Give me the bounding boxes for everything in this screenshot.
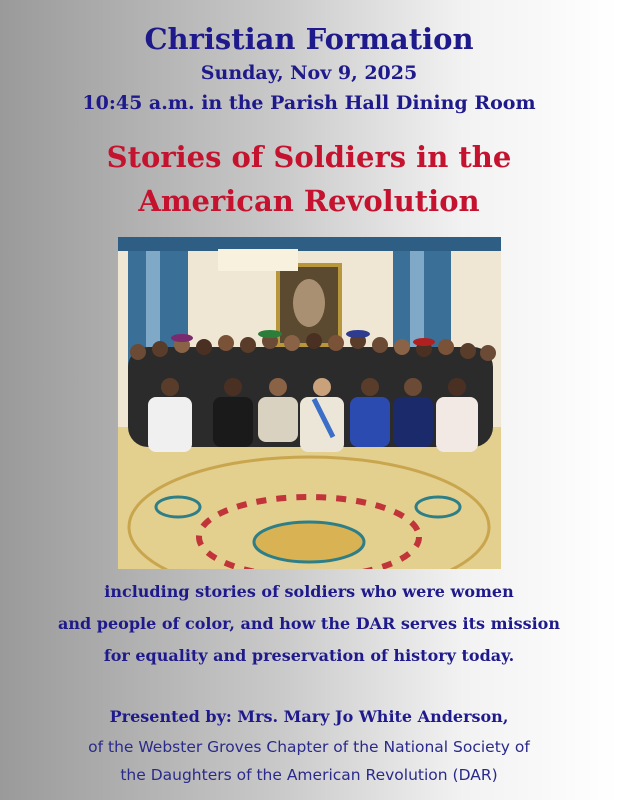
description-line1: including stories of soldiers who were women — [104, 582, 514, 601]
description-line2: and people of color, and how the DAR serves its mission — [58, 614, 560, 633]
group-photo — [118, 237, 501, 569]
presenter-affiliation-line1: of the Webster Groves Chapter of the National Society of — [88, 738, 530, 756]
presenter-line: Presented by: Mrs. Mary Jo White Anderson, — [109, 707, 509, 726]
event-date: Sunday, Nov 9, 2025 — [200, 62, 418, 84]
topic-heading-line1: Stories of Soldiers in the — [106, 140, 512, 174]
event-time-place: 10:45 a.m. in the Parish Hall Dining Room — [82, 92, 536, 114]
description-line3: for equality and preservation of history today. — [103, 646, 515, 665]
topic-heading-line2: American Revolution — [138, 184, 480, 218]
event-title: Christian Formation — [144, 22, 474, 56]
presenter-affiliation-line2: the Daughters of the American Revolution (DAR) — [120, 766, 498, 784]
